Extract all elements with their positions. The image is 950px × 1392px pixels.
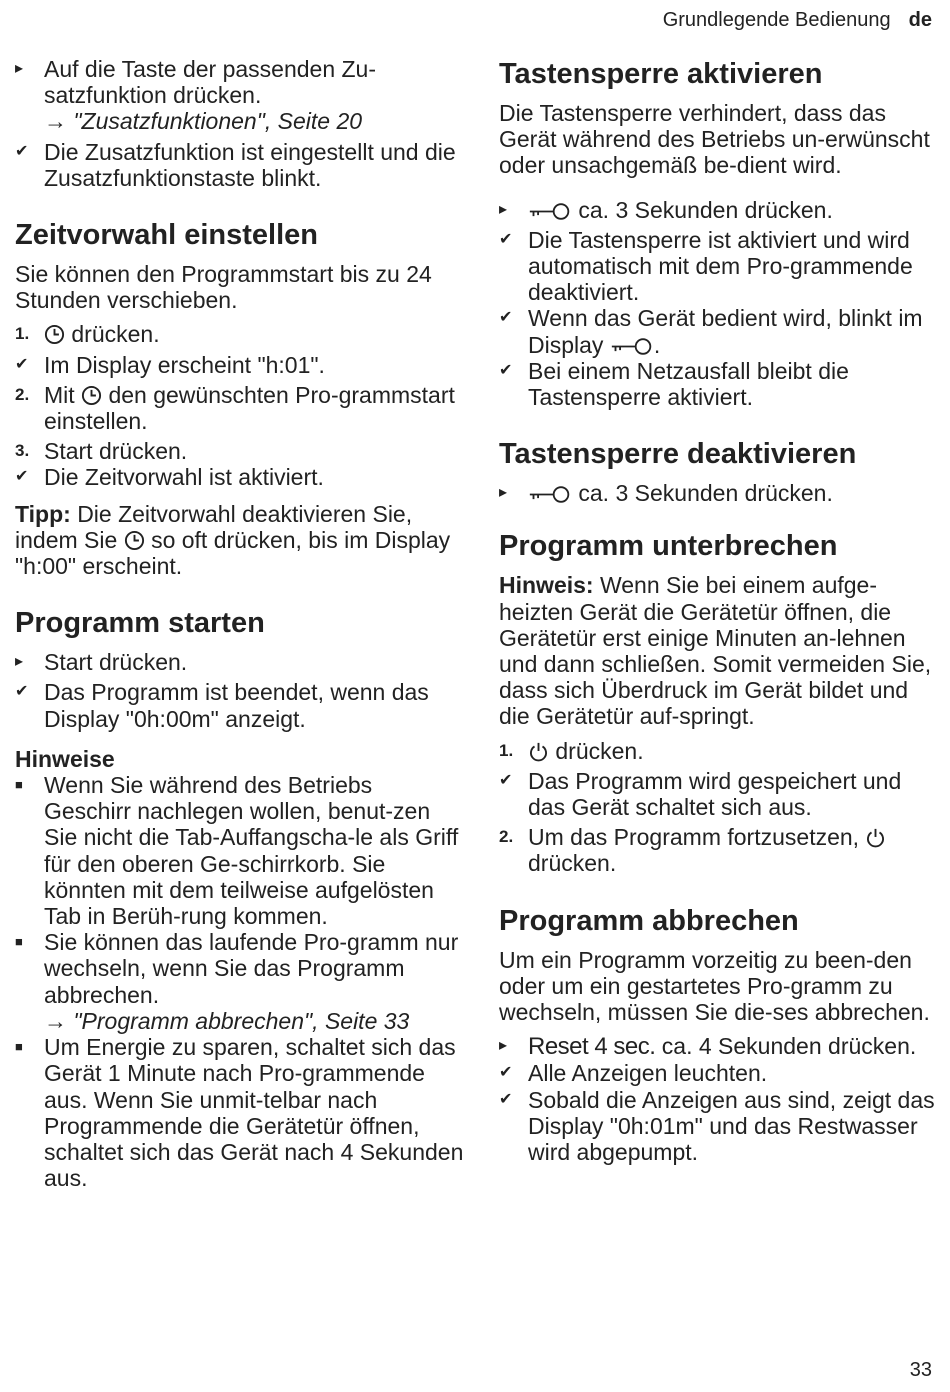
section-title-zeitvorwahl: Zeitvorwahl einstellen	[15, 219, 318, 252]
list-item: ✔ Die Zeitvorwahl ist aktiviert.	[15, 464, 324, 491]
power-icon	[528, 741, 549, 762]
arrow-bullet-icon: ▸	[499, 484, 508, 502]
list-item: ✔ Bei einem Netzausfall bleibt die Tastensperre aktiviert.	[499, 357, 849, 411]
clock-icon	[44, 324, 65, 345]
list-item: ■ Wenn Sie während des Betriebs Geschirr nachlegen wollen, benut-zen Sie nicht die Tab-Auffangscha-le als Griff für den oberen Ge-schirrkorb. Sie könnten mit dem teilweise aufgelösten Tab in Berüh-rung kommen.	[15, 772, 459, 930]
arrow-bullet-icon: ▸	[499, 1037, 508, 1055]
section-title-unterbrechen: Programm unterbrechen	[499, 530, 838, 563]
check-icon: ✔	[15, 468, 29, 486]
clock-icon	[81, 385, 102, 406]
list-item: 1. drücken.	[499, 737, 644, 764]
list-item: ✔ Wenn das Gerät bedient wird, blinkt im Display .	[499, 305, 923, 358]
list-item: ▸ Auf die Taste der passenden Zu-satzfunktion drücken. → "Zusatzfunktionen", Seite 20	[15, 56, 465, 135]
step-number: 3.	[15, 441, 30, 461]
key-icon	[610, 337, 654, 356]
header-language: de	[908, 9, 932, 31]
note-paragraph: Hinweis: Wenn Sie bei einem aufge-heizten Gerät die Gerätetür öffnen, die Gerätetür erst einige Minuten an-lehnen und dann schließen. Somit vermeiden Sie, dass sich Überdruck im Gerät bildet und die Gerätetür auf-springt.	[499, 572, 932, 730]
left-column	[15, 56, 465, 1191]
step-number: 2.	[499, 827, 514, 847]
power-icon	[865, 827, 886, 848]
arrow-bullet-icon: ▸	[15, 653, 24, 671]
list-item: ■ Sie können das laufende Pro-gramm nur wechseln, wenn Sie das Programm abbrechen. → "Programm abbrechen", Seite 33	[15, 929, 465, 1034]
cross-reference: → "Zusatzfunktionen", Seite 20	[44, 108, 363, 135]
check-icon: ✔	[499, 1064, 513, 1082]
check-icon: ✔	[499, 309, 513, 327]
list-item: ✔ Das Programm wird gespeichert und das Gerät schaltet sich aus.	[499, 767, 902, 821]
notes-title: Hinweise	[15, 745, 115, 772]
step-number: 1.	[15, 324, 30, 344]
check-icon: ✔	[15, 355, 29, 373]
cross-reference: → "Programm abbrechen", Seite 33	[44, 1007, 410, 1034]
check-icon: ✔	[499, 361, 513, 379]
square-bullet-icon: ■	[15, 934, 23, 950]
list-item: ▸ Reset 4 sec. ca. 4 Sekunden drücken.	[499, 1033, 917, 1061]
list-item: ▸ Start drücken.	[15, 649, 188, 676]
arrow-bullet-icon: ▸	[499, 200, 508, 218]
square-bullet-icon: ■	[15, 1039, 23, 1055]
list-item: ✔ Alle Anzeigen leuchten.	[499, 1060, 768, 1087]
step-number: 1.	[499, 740, 514, 760]
reset-key-label: Reset 4 sec.	[528, 1033, 656, 1061]
list-item: ✔ Die Zusatzfunktion ist eingestellt und die Zusatzfunktionstaste blinkt.	[15, 138, 456, 191]
list-item: ■ Um Energie zu sparen, schaltet sich das Gerät 1 Minute nach Pro-grammende aus. Wenn Sie unmit-telbar nach Programmende die Gerätetür öffnen, schaltet sich das Gerät nach 4 Sekunden aus.	[15, 1034, 464, 1192]
key-icon	[528, 202, 572, 221]
right-column	[499, 56, 939, 1165]
clock-icon	[124, 530, 145, 551]
check-icon: ✔	[499, 771, 513, 789]
list-item: ▸ ca. 3 Sekunden drücken.	[499, 480, 833, 507]
paragraph: Sie können den Programmstart bis zu 24 Stunden verschieben.	[15, 261, 432, 314]
check-icon: ✔	[499, 230, 513, 248]
square-bullet-icon: ■	[15, 777, 23, 793]
running-header	[663, 9, 932, 32]
list-item: 2. Mit den gewünschten Pro-grammstart einstellen.	[15, 381, 455, 435]
page-number: 33	[909, 1359, 932, 1381]
list-item: ✔ Das Programm ist beendet, wenn das Display "0h:00m" anzeigt.	[15, 679, 429, 732]
list-item: 3. Start drücken.	[15, 438, 188, 465]
tip-paragraph: Tipp: Die Zeitvorwahl deaktivieren Sie, indem Sie so oft drücken, bis im Display "h:00" erscheint.	[15, 500, 451, 580]
check-icon: ✔	[15, 683, 29, 701]
arrow-bullet-icon: ▸	[15, 60, 24, 77]
check-icon: ✔	[499, 1090, 513, 1108]
list-item: ▸ ca. 3 Sekunden drücken.	[499, 196, 833, 223]
header-section: Grundlegende Bedienung	[662, 9, 891, 31]
step-number: 2.	[15, 384, 30, 404]
section-title-starten: Programm starten	[15, 607, 265, 640]
list-item: 2. Um das Programm fortzusetzen, drücken.	[499, 824, 939, 876]
check-icon: ✔	[15, 142, 29, 160]
paragraph: Die Tastensperre verhindert, dass das Gerät während des Betriebs un-erwünscht oder unsachgemäß be-dient wird.	[499, 100, 930, 179]
section-title-deaktivieren: Tastensperre deaktivieren	[499, 438, 857, 471]
section-title-aktivieren: Tastensperre aktivieren	[499, 58, 823, 90]
key-icon	[528, 485, 572, 504]
list-item: ✔ Im Display erscheint "h:01".	[15, 351, 325, 378]
list-item: 1. drücken.	[15, 321, 160, 348]
paragraph: Um ein Programm vorzeitig zu been-den oder um ein gestartetes Pro-gramm zu wechseln, müssen Sie die-ses abbrechen.	[499, 946, 930, 1026]
list-item: ✔ Sobald die Anzeigen aus sind, zeigt das Display "0h:01m" und das Restwasser wird abgepumpt.	[499, 1086, 935, 1166]
section-title-abbrechen: Programm abbrechen	[499, 904, 799, 937]
list-item: ✔ Die Tastensperre ist aktiviert und wird automatisch mit dem Pro-grammende deaktiviert.	[499, 226, 913, 306]
